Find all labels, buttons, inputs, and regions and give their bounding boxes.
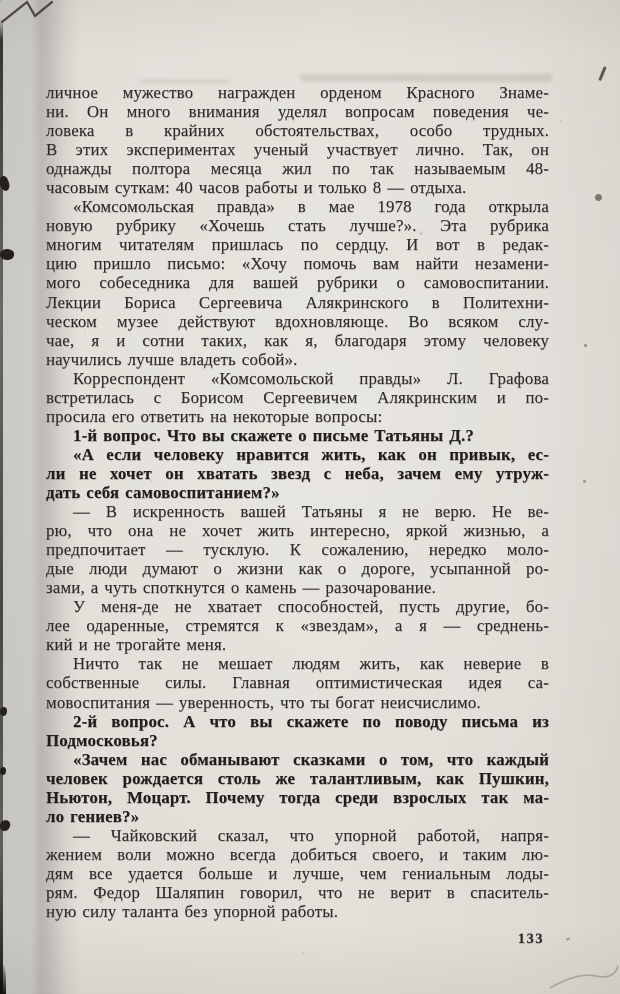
- text-line: дые люди думают о жизни как о дороге, усыпанной ро-: [46, 559, 549, 579]
- text-line: мовоспитания — уверенность, что ты богат неисчислимо.: [46, 692, 481, 712]
- text-line: 2-й вопрос. А что вы скажете по поводу письма из: [73, 711, 549, 731]
- text-line: человек рождается столь же талантливым, как Пушкин,: [46, 768, 549, 788]
- scan-speck: [566, 937, 570, 941]
- text-line: чае, я и сотни таких, как я, благодаря этому человеку: [46, 330, 549, 350]
- pen-mark-top-left: [0, 0, 60, 26]
- ink-blot: [0, 819, 11, 832]
- text-line: встретилась с Борисом Сергеевичем Алякринским и по-: [46, 387, 549, 407]
- ink-bleed-ghost: [300, 74, 552, 82]
- text-line: ловека в крайних обстоятельствах, особо трудных.: [46, 121, 549, 141]
- text-line: мого собеседника для вашей рубрики о самовоспитании.: [46, 273, 549, 293]
- text-line: У меня-де не хватает способностей, пусть другие, бо-: [73, 597, 549, 617]
- ink-blot: [0, 175, 11, 192]
- text-line: В этих экспериментах ученый участвует лично. Так, он: [46, 140, 549, 160]
- text-line: однажды полтора месяца жил по так называемым 48-: [46, 159, 549, 179]
- text-line: ческом музее действуют вдохновляюще. Во всяком слу-: [46, 311, 549, 331]
- text-line: ни. Он много внимания уделял вопросам поведения че-: [46, 102, 549, 122]
- page-text: [46, 83, 549, 921]
- text-line: дать себя самовоспитанием?»: [46, 482, 280, 502]
- text-line: «Комсомольская правда» в мае 1978 года открыла: [73, 197, 549, 217]
- text-line: Подмосковья?: [46, 730, 158, 750]
- page-number: 133: [517, 931, 544, 947]
- scan-speck: [598, 66, 606, 81]
- text-line: лее одаренные, стремятся к «звездам», а я — среднень-: [46, 616, 549, 636]
- ink-blot: [0, 767, 6, 775]
- text-line: научились лучше владеть собой».: [46, 349, 298, 369]
- scan-speck: [595, 194, 602, 201]
- text-line: личное мужество награжден орденом Красного Знаме-: [46, 83, 549, 102]
- text-line: «А если человеку нравится жить, как он привык, ес-: [73, 444, 549, 464]
- text-line: зами, а чуть споткнутся о камень — разочарование.: [46, 578, 436, 598]
- scan-speck: [583, 480, 586, 483]
- text-line: Корреспондент «Комсомольской правды» Л. Графова: [73, 368, 549, 388]
- text-line: — Чайковский сказал, что упорной работой, напря-: [73, 825, 549, 845]
- text-line: дям все удается больше и лучше, чем гениальным лоды-: [46, 863, 549, 883]
- binding-edge-line: [0, 18, 3, 994]
- text-line: часовым суткам: 40 часов работы и только 8 — отдыха.: [46, 178, 467, 198]
- ink-blot: [0, 707, 7, 716]
- bottom-left-shadow: [0, 964, 6, 994]
- text-line: ло гениев?»: [46, 806, 140, 826]
- text-line: цию пришло письмо: «Хочу помочь вам найти незамени-: [46, 254, 549, 274]
- text-line: жением воли можно всегда добиться своего, и таким лю-: [46, 844, 549, 864]
- text-line: Ничто так не мешает людям жить, как неверие в: [73, 654, 549, 674]
- text-line: — В искренность вашей Татьяны я не верю. Не ве-: [73, 502, 549, 522]
- ink-blot: [0, 248, 15, 261]
- text-line: рям. Федор Шаляпин говорил, что не верит в спаситель-: [46, 882, 549, 902]
- text-line: ли не хочет он хватать звезд с неба, зачем ему утруж-: [46, 463, 549, 483]
- text-line: просила его ответить на некоторые вопросы:: [46, 406, 383, 426]
- text-line: Ньютон, Моцарт. Почему тогда среди взрослых так ма-: [46, 787, 549, 807]
- text-line: «Зачем нас обманывают сказками о том, что каждый: [73, 749, 549, 769]
- text-line: рю, что она не хочет жить интересно, яркой жизнью, а: [46, 521, 549, 541]
- scratch-mark-bottom-right: [548, 958, 620, 994]
- scan-speck: [584, 344, 587, 347]
- text-line: кий и не трогайте меня.: [46, 635, 227, 655]
- text-line: новую рубрику «Хочешь стать лучше?». Эта рубрика: [46, 216, 549, 236]
- text-line: 1-й вопрос. Что вы скажете о письме Татьяны Д.?: [73, 425, 474, 445]
- text-line: предпочитает — тусклую. К сожалению, нередко моло-: [46, 540, 549, 560]
- text-line: многим читателям пришлась по сердцу. И вот в редак-: [46, 235, 549, 255]
- text-line: ную силу таланта без упорной работы.: [46, 902, 339, 922]
- text-line: собственные силы. Главная оптимистическая идея са-: [46, 673, 549, 693]
- text-line: Лекции Бориса Сергеевича Алякринского в Политехни-: [46, 292, 549, 312]
